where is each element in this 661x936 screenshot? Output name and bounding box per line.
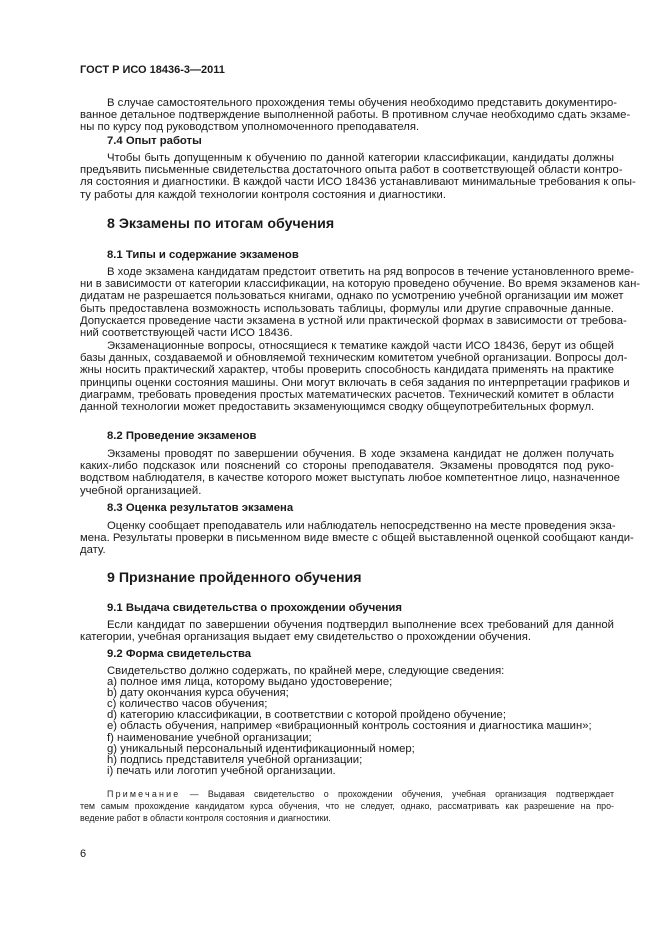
- text-line: учебной организацией.: [80, 484, 202, 497]
- text-line: ний соответствующей части ИСО 18436.: [80, 326, 293, 339]
- list-item: d) категорию классификации, в соответствии с которой пройдено обучение;: [107, 709, 506, 722]
- text-line: Если кандидат по завершении обучения подтвердил выполнение всех требований для данной: [107, 619, 614, 631]
- text-line: В ходе экзамена кандидатам предстоит ответить на ряд вопросов в течение установленного време-: [107, 266, 635, 278]
- text-line: водством наблюдателя, в качестве которого может выступать любое компетентное лицо, назначенное: [80, 472, 620, 485]
- list-item: h) подпись представителя учебной организации;: [107, 753, 363, 766]
- paragraph: [80, 266, 641, 339]
- text-line: Экзамены проводят по завершении обучения. В ходе экзамена кандидат не должен получать: [107, 448, 614, 460]
- text-line: быть предоставлена возможность использовать таблицы, формулы или другие справочные данные.: [80, 302, 614, 315]
- text-line: базы данных, создаваемой и обновляемой техническим комитетом учебной организации. Вопросы дол-: [80, 352, 628, 365]
- text-line: принципы оценки состояния машины. Они могут включать в себя задания по интерпретации графиков и: [80, 376, 630, 389]
- section-heading: 9 Признание пройденного обучения: [107, 570, 362, 586]
- note-text: — Выдавая свидетельство о прохождении обучения, учебная организация подтверждает: [189, 789, 615, 799]
- paragraph: [80, 448, 620, 497]
- text-line: [80, 788, 614, 800]
- text-line: дидатам не разрешается пользоваться книгами, однако по усмотрению учебной организации им может: [80, 290, 624, 303]
- text-line: данной технологии может предоставить экзаменующимся сводку общеупотребительных формул.: [80, 400, 595, 413]
- text-line: категории, учебная организация выдает ему свидетельство о прохождении обучения.: [80, 631, 531, 644]
- text-line: ни в зависимости от категории классификации, на которую проведено обучение. Во время экзаменов кан-: [80, 278, 641, 291]
- subsection-heading: 8.1 Типы и содержание экзаменов: [107, 249, 299, 261]
- paragraph: [80, 97, 631, 134]
- text-line: ля состояния и диагностики. В каждой части ИСО 18436 устанавливают минимальные требования к опы-: [80, 176, 636, 189]
- paragraph: [80, 520, 634, 557]
- paragraph: [80, 340, 630, 413]
- paragraph: [80, 619, 614, 643]
- subsection-heading: 7.4 Опыт работы: [107, 135, 202, 147]
- text-line: Экзаменационные вопросы, относящиеся к тематике каждой части ИСО 18436, берут из общей: [107, 340, 614, 352]
- text-line: мена. Результаты проверки в письменном виде вместе с общей выставленной оценкой сообщают канди-: [80, 532, 634, 545]
- text-line: Чтобы быть допущенным к обучению по данной категории классификации, кандидаты должны: [107, 152, 614, 164]
- text-line: Оценку сообщает преподаватель или наблюдатель непосредственно на месте проведения экза-: [107, 520, 616, 532]
- paragraph: [80, 152, 636, 201]
- list-item: a) полное имя лица, которому выдано удостоверение;: [107, 676, 393, 689]
- text-line: дату.: [80, 544, 106, 557]
- subsection-heading: 8.3 Оценка результатов экзамена: [107, 502, 294, 514]
- text-line: ны по курсу под руководством уполномоченного преподавателя.: [80, 121, 420, 134]
- list-item: i) печать или логотип учебной организации.: [107, 764, 336, 777]
- list-item: c) количество часов обучения;: [107, 698, 268, 711]
- note: [80, 788, 614, 824]
- text-line: диаграмм, требовать проведения простых математических расчетов. Технический комитет в области: [80, 388, 614, 401]
- text-line: Допускается проведение части экзамена в устной или практической формах в зависимости от требова-: [80, 314, 627, 327]
- text-line: каких-либо подсказок или пояснений со стороны преподавателя. Экзамены проводятся под руко-: [80, 460, 614, 473]
- text-line: ведение работ в области контроля состояния и диагностики.: [80, 813, 331, 823]
- text-line: Свидетельство должно содержать, по крайней мере, следующие сведения:: [107, 665, 505, 677]
- requirements-list: [80, 666, 614, 777]
- list-item: f) наименование учебной организации;: [107, 731, 312, 744]
- note-label: Примечание: [107, 789, 181, 799]
- list-item: b) дату окончания курса обучения;: [107, 687, 289, 700]
- subsection-heading: 8.2 Проведение экзаменов: [107, 430, 257, 442]
- list-item: g) уникальный персональный идентификационный номер;: [107, 742, 415, 755]
- text-line: ту работы для каждой технологии контроля состояния и диагностики.: [80, 188, 446, 201]
- subsection-heading: 9.1 Выдача свидетельства о прохождении обучения: [107, 602, 402, 614]
- text-line: предъявить письменные свидетельства достаточного опыта работ в соответствующей области контро-: [80, 164, 623, 177]
- text-line: жны носить практический характер, чтобы проверить способность кандидата применять на практике: [80, 364, 614, 377]
- list-item: e) область обучения, например «вибрационный контроль состояния и диагностика машин»;: [107, 720, 592, 733]
- text-line: ванное детальное подтверждение выполненной работы. В противном случае необходимо сдать экзаме-: [80, 109, 631, 122]
- text-line: тем самым прохождение кандидатом курса обучения, что не следует, однако, рассматривать как разрешение на про-: [80, 801, 614, 811]
- page-number: 6: [80, 848, 87, 860]
- text-line: В случае самостоятельного прохождения темы обучения необходимо представить документиро-: [107, 97, 618, 109]
- subsection-heading: 9.2 Форма свидетельства: [107, 648, 252, 660]
- document-header: ГОСТ Р ИСО 18436-3—2011: [80, 64, 225, 76]
- section-heading: 8 Экзамены по итогам обучения: [107, 216, 335, 232]
